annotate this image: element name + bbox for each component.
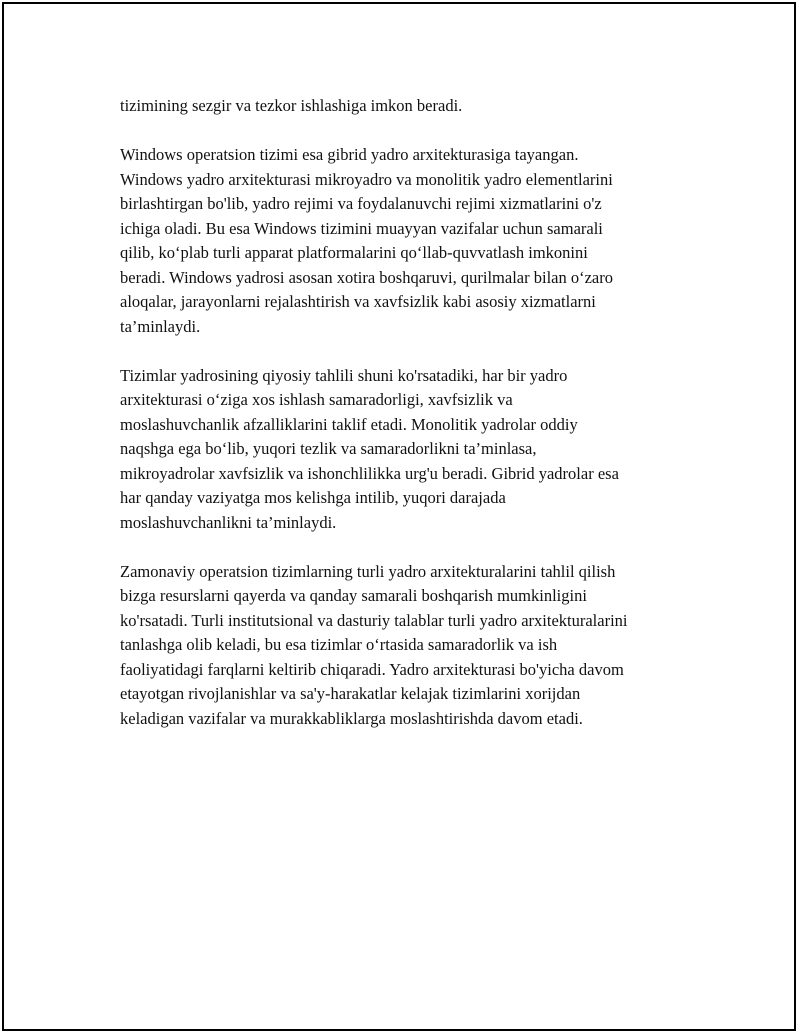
paragraph-3: Tizimlar yadrosining qiyosiy tahlili shuni ko'rsatadiki, har bir yadro arxitekturasi o‘ziga xos ishlash samaradorligi, xavfsizlik va moslashuvchanlik afzalliklarini taklif etadi. Monolitik yadrolar oddiy naqshga ega bo‘lib, yuqori tezlik va samaradorlikni ta’minlasa, mikroyadrolar xavfsizlik va ishonchlilikka urg'u beradi. Gibrid yadrolar esa har qanday vaziyatga mos kelishga intilib, yuqori darajada moslashuvchanlikni ta’minlaydi. [120,365,619,532]
document-page [2,2,796,1031]
paragraph-1: tizimining sezgir va tezkor ishlashiga imkon beradi. [120,96,463,115]
paragraph-4: Zamonaviy operatsion tizimlarning turli yadro arxitekturalarini tahlil qilish bizga resurslarni qayerda va qanday samarali boshqarish mumkinligini ko'rsatadi. Turli institutsional va dasturiy talablar turli yadro arxitekturalarini tanlashga olib keladi, bu esa tizimlar o‘rtasida samaradorlik va ish faoliyatidagi farqlarni keltirib chiqaradi. Yadro arxitekturasi bo'yicha davom etayotgan rivojlanishlar va sa'y-harakatlar kelajak tizimlarini xorijdan keladigan vazifalar va murakkabliklarga moslashtirishda davom etadi. [120,561,628,728]
paragraph-2: Windows operatsion tizimi esa gibrid yadro arxitekturasiga tayangan. Windows yadro arxitekturasi mikroyadro va monolitik yadro elementlarini birlashtirgan bo'lib, yadro rejimi va foydalanuvchi rejimi xizmatlarini o'z ichiga oladi. Bu esa Windows tizimini muayyan vazifalar uchun samarali qilib, ko‘plab turli apparat platformalarini qo‘llab-quvvatlash imkonini beradi. Windows yadrosi asosan xotira boshqaruvi, qurilmalar bilan o‘zaro aloqalar, jarayonlarni rejalashtirish va xavfsizlik kabi asosiy xizmatlarni ta’minlaydi. [120,145,613,336]
document-body [120,94,700,756]
